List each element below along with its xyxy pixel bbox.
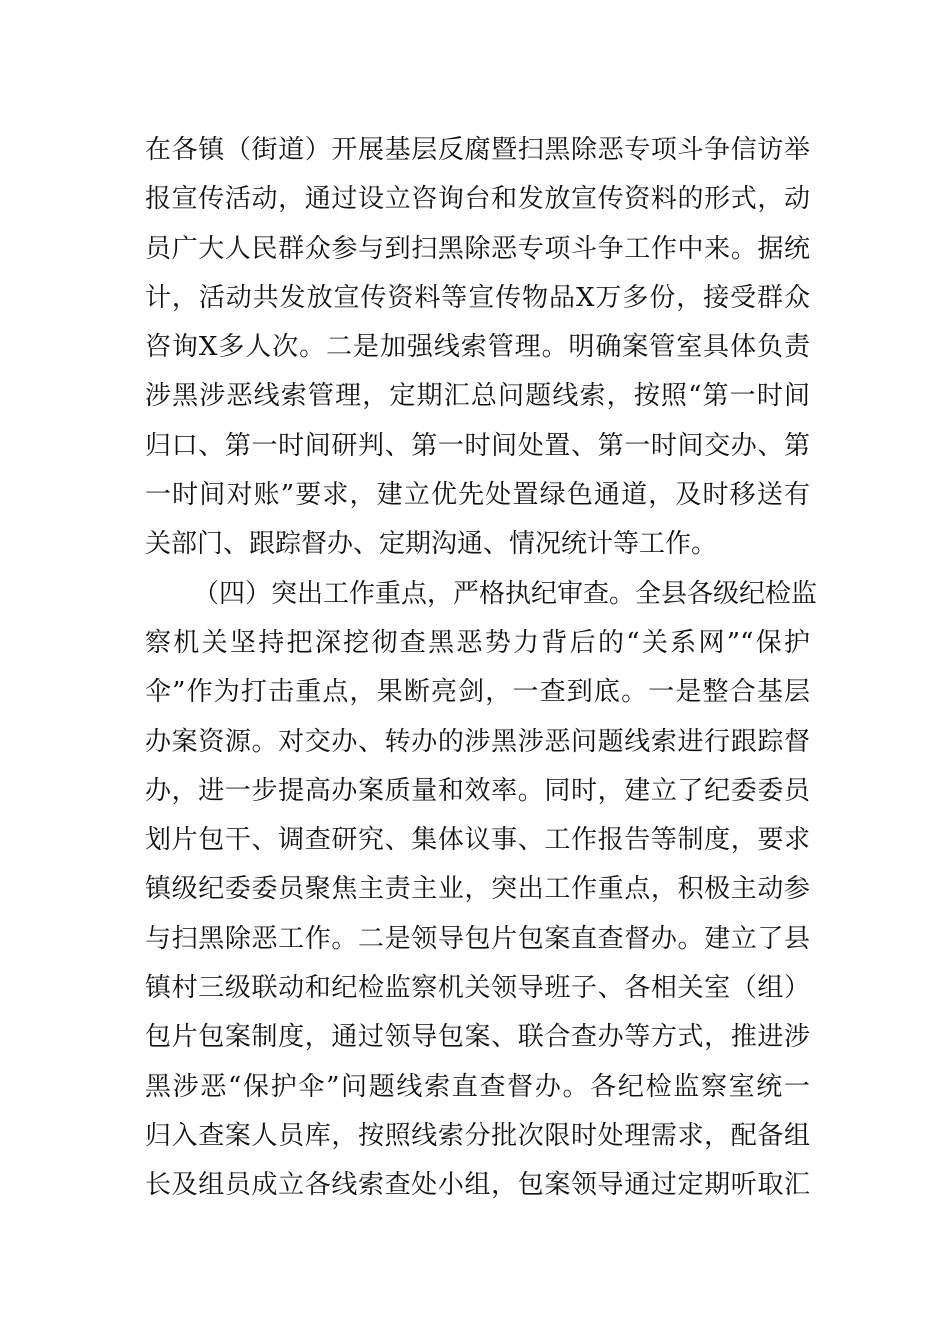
text-line-19: 包片包案制度，通过领导包案、联合查办等方式，推进涉 (145, 1022, 810, 1053)
text-line-16: 镇级纪委委员聚焦主责主业，突出工作重点，积极主动参 (145, 874, 810, 905)
text-line-17: 与扫黑除恶工作。二是领导包片包案直查督办。建立了县 (145, 923, 810, 954)
text-line-1: 在各镇（街道）开展基层反腐暨扫黑除恶专项斗争信访举 (145, 135, 810, 165)
text-line-5: 咨询X多人次。二是加强线索管理。明确案管室具体负责 (145, 332, 810, 363)
text-line-4: 计，活动共发放宣传资料等宣传物品X万多份，接受群众 (145, 282, 810, 313)
text-line-22: 长及组员成立各线索查处小组，包案领导通过定期听取汇 (145, 1170, 810, 1201)
text-line-21: 归入查案人员库，按照线索分批次限时处理需求，配备组 (145, 1120, 810, 1151)
text-line-18: 镇村三级联动和纪检监察机关领导班子、各相关室（组） (145, 973, 810, 1004)
text-line-13: 办案资源。对交办、转办的涉黑涉恶问题线索进行跟踪督 (145, 726, 810, 757)
text-line-20: 黑涉恶“保护伞”问题线索直查督办。各纪检监察室统一 (145, 1071, 810, 1102)
text-line-6: 涉黑涉恶线索管理，定期汇总问题线索，按照“第一时间 (145, 381, 810, 412)
text-line-3: 员广大人民群众参与到扫黑除恶专项斗争工作中来。据统 (145, 233, 810, 264)
text-line-12: 伞”作为打击重点，果断亮剑，一查到底。一是整合基层 (145, 677, 810, 708)
text-line-8: 一时间对账”要求，建立优先处置绿色通道，及时移送有 (145, 480, 810, 511)
text-line-9: 关部门、跟踪督办、定期沟通、情况统计等工作。 (145, 529, 718, 560)
text-line-7: 归口、第一时间研判、第一时间处置、第一时间交办、第 (145, 430, 810, 461)
body-text (145, 126, 818, 1211)
text-line-14: 办，进一步提高办案质量和效率。同时，建立了纪委委员 (145, 775, 810, 806)
section-heading-line: （四）突出工作重点，严格执纪审查。全县各级纪检监 (193, 578, 818, 609)
text-line-15: 划片包干、调查研究、集体议事、工作报告等制度，要求 (145, 825, 810, 856)
text-line-2: 报宣传活动，通过设立咨询台和发放宣传资料的形式，动 (145, 184, 810, 215)
text-line-11: 察机关坚持把深挖彻查黑恶势力背后的“关系网”“保护 (145, 627, 810, 658)
